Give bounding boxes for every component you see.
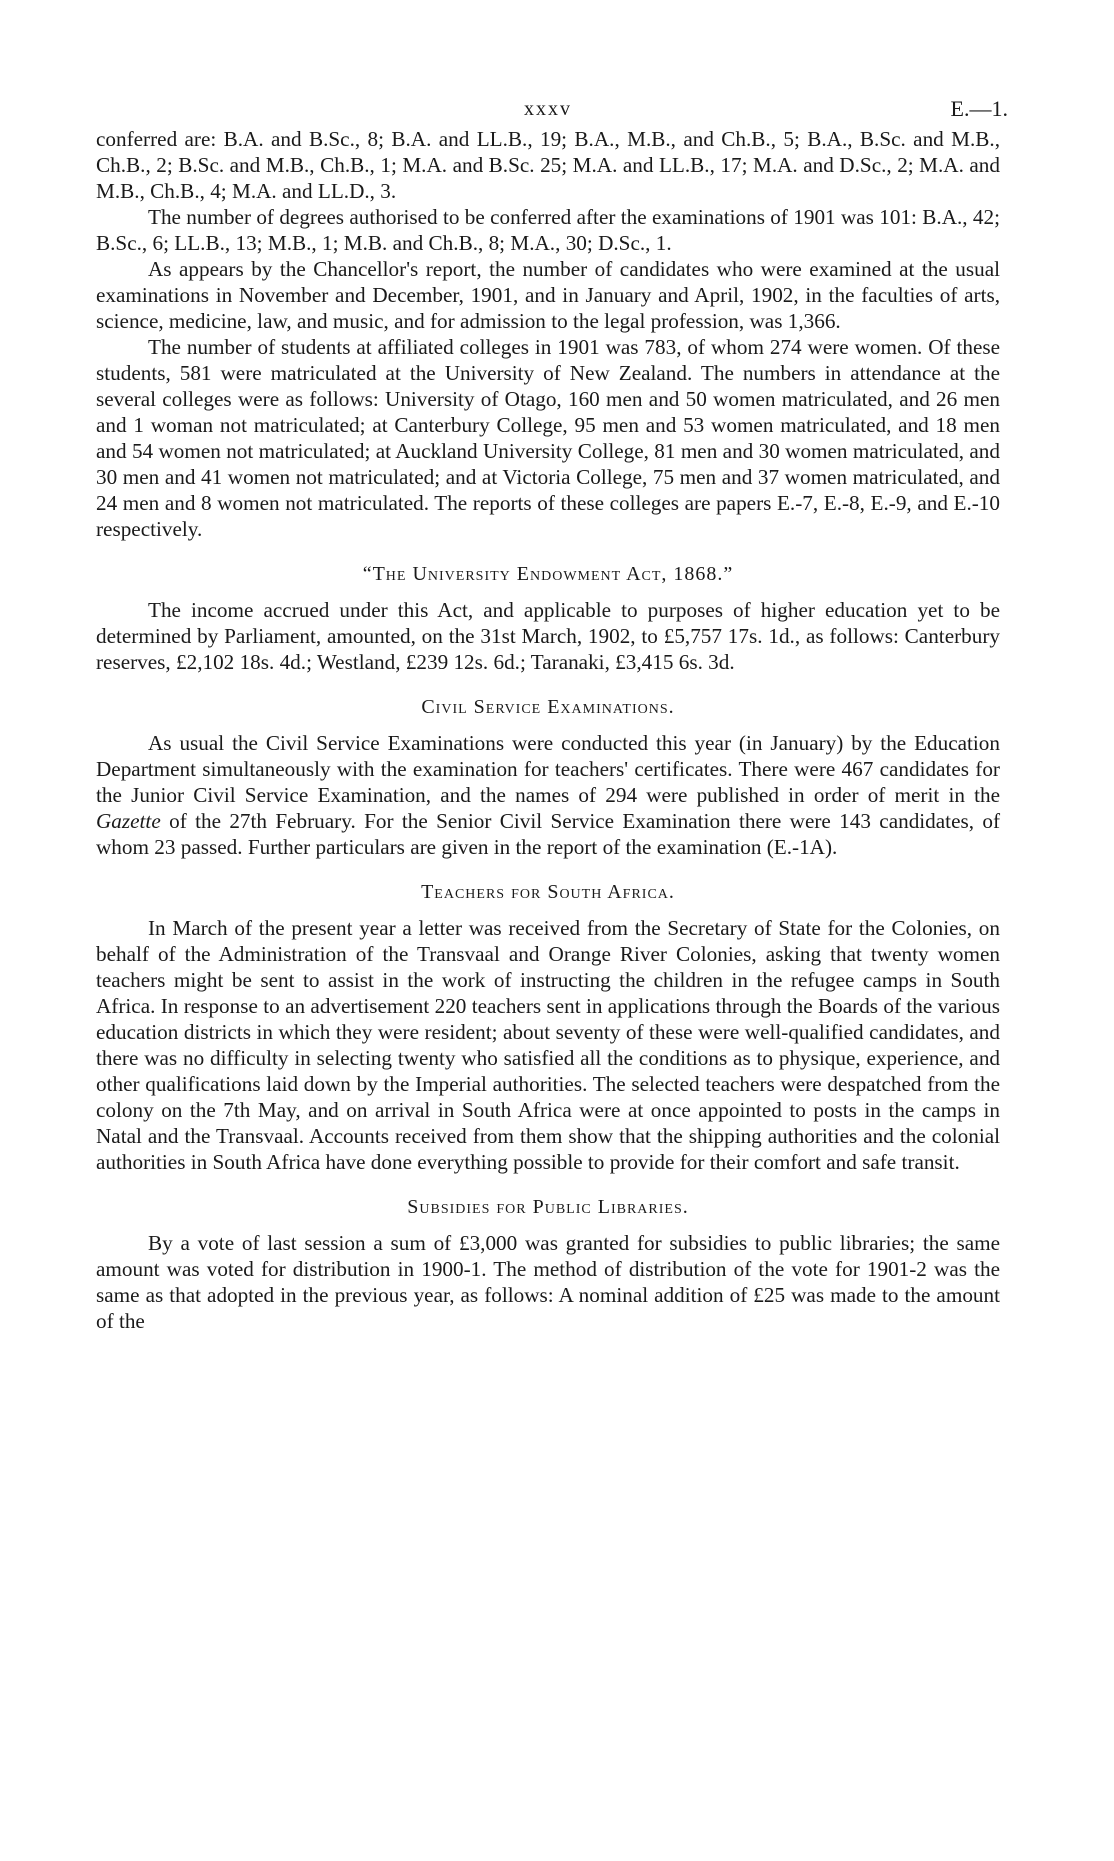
paper-reference: E.—1. [950, 96, 1008, 121]
paragraph-affiliated-colleges: The number of students at affiliated colleges in 1901 was 783, of whom 274 were women. Of these students, 581 were matriculated at the University of New Zealand. The numbers in attendance at the several colleges were as follows: University of Otago, 160 men and 50 women matriculated, and 26 men and 1 woman not matriculated; at Canterbury College, 95 men and 53 women matriculated, and 18 men and 54 women not matriculated; at Auckland University College, 81 men and 30 women matriculated, and 30 men and 41 women not matriculated; and at Victoria College, 75 men and 37 women matriculated, and 24 men and 8 women not matriculated. The reports of these colleges are papers E.-7, E.-8, E.-9, and E.-10 respectively. [96, 335, 1000, 541]
paragraph-public-libraries: By a vote of last session a sum of £3,000 was granted for subsidies to public libraries; the same amount was voted for distribution in 1900-1. The method of distribution of the vote for 1901-2 was the same as that adopted in the previous year, as follows: A nominal addition of £25 was made to the amount of the [96, 1231, 1000, 1333]
paragraph-teachers-south-africa: In March of the present year a letter was received from the Secretary of State for the Colonies, on behalf of the Administration of the Transvaal and Orange River Colonies, asking that twenty women teachers might be sent to assist in the work of instructing the children in the refugee camps in South Africa. In response to an advertisement 220 teachers sent in applications through the Boards of the various education districts in which they were resident; about seventy of these were well-qualified candidates, and there was no difficulty in selecting twenty who satisfied all the conditions as to physique, experience, and other qualifications laid down by the Imperial authorities. The selected teachers were despatched from the colony on the 7th May, and on arrival in South Africa were at once appointed to posts in the camps in Natal and the Transvaal. Accounts received from them show that the shipping authorities and the colonial authorities in South Africa have done everything possible to provide for their comfort and safe transit. [96, 916, 1000, 1174]
paragraph-civil-service [96, 730, 1000, 860]
section-heading-endowment-act: “The University Endowment Act, 1868.” [362, 563, 734, 585]
running-header [96, 92, 1008, 126]
paragraph-degrees-conferred: conferred are: B.A. and B.Sc., 8; B.A. and LL.B., 19; B.A., M.B., and Ch.B., 5; B.A., B.Sc. and M.B., Ch.B., 2; B.Sc. and M.B., Ch.B., 1; M.A. and B.Sc. 25; M.A. and LL.B., 17; M.A. and D.Sc., 2; M.A. and M.B., Ch.B., 4; M.A. and LL.D., 3. [96, 127, 1000, 203]
paragraph-degrees-authorised: The number of degrees authorised to be conferred after the examinations of 1901 was 101: B.A., 42; B.Sc., 6; LL.B., 13; M.B., 1; M.B. and Ch.B., 8; M.A., 30; D.Sc., 1. [96, 205, 1000, 255]
document-body [96, 126, 1000, 1334]
section-heading-teachers-south-africa: Teachers for South Africa. [421, 881, 675, 903]
civil-service-text-b: of the 27th February. For the Senior Civil Service Examination there were 143 candidates, of whom 23 passed. Further particulars are given in the report of the examination (E.-1A). [96, 809, 1001, 859]
page-number: xxxv [524, 98, 572, 120]
paragraph-candidates-examined: As appears by the Chancellor's report, the number of candidates who were examined at the usual examinations in November and December, 1901, and in January and April, 1902, in the faculties of arts, science, medicine, law, and music, and for admission to the legal profession, was 1,366. [96, 257, 1000, 333]
document-page [96, 92, 1008, 1792]
section-heading-public-libraries: Subsidies for Public Libraries. [407, 1196, 689, 1218]
section-heading-civil-service: Civil Service Examinations. [421, 696, 675, 718]
paragraph-endowment-income: The income accrued under this Act, and applicable to purposes of higher education yet to be determined by Parliament, amounted, on the 31st March, 1902, to £5,757 17s. 1d., as follows: Canterbury reserves, £2,102 18s. 4d.; Westland, £239 12s. 6d.; Taranaki, £3,415 6s. 3d. [96, 598, 1000, 674]
civil-service-text-a: As usual the Civil Service Examinations were conducted this year (in January) by the Education Department simultaneously with the examination for teachers' certificates. There were 467 candidates for the Junior Civil Service Examination, and the names of 294 were published in order of merit in the [96, 731, 1000, 807]
gazette-title: Gazette [96, 809, 161, 833]
